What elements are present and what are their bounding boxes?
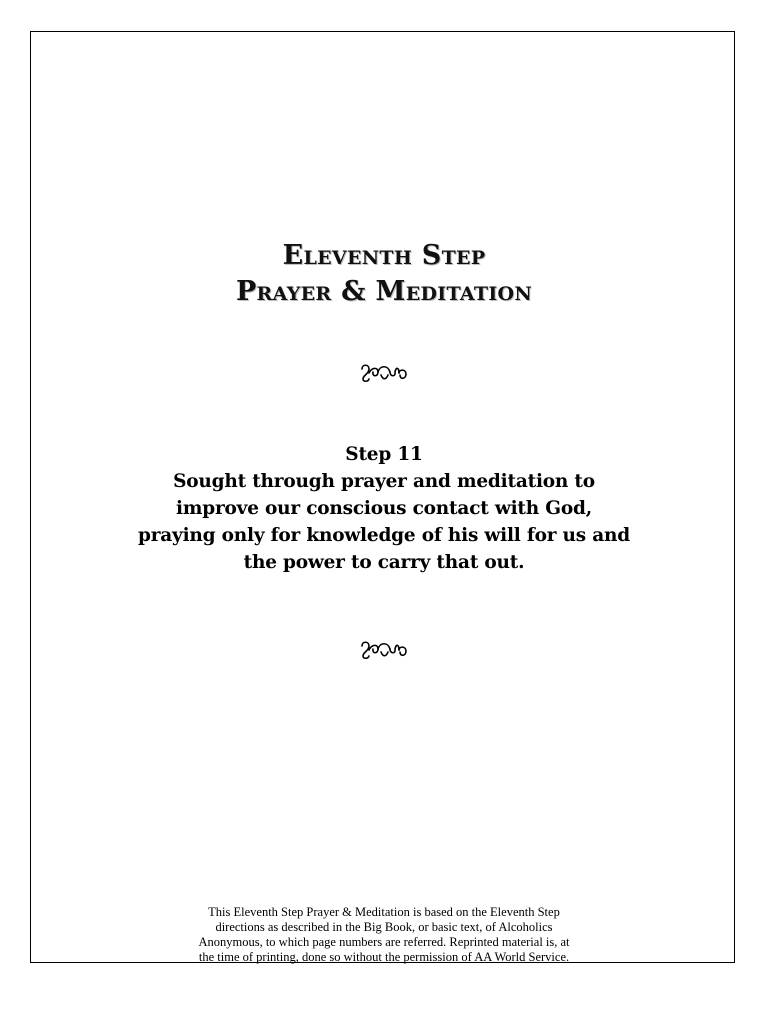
title-line-2: Prayer & Meditation: [235, 276, 533, 307]
footnote-line-4: the time of printing, done so without the permission of AA World Service.: [198, 950, 570, 964]
step-line-4: the power to carry that out.: [243, 552, 525, 573]
fleuron-ornament-top: [0, 361, 768, 387]
step-line-3: praying only for knowledge of his will for us and: [137, 525, 631, 546]
step-text: [0, 441, 768, 576]
title-line-1: Eleventh Step: [282, 240, 486, 271]
step-line-2: improve our conscious contact with God,: [176, 498, 592, 519]
page-title: [0, 238, 768, 310]
fleuron-ornament-bottom: [0, 638, 768, 664]
fleuron-icon: [359, 638, 409, 660]
step-heading: Step 11: [345, 444, 423, 465]
step-line-1: Sought through prayer and meditation to: [173, 471, 595, 492]
footnote-line-2: directions as described in the Big Book, or basic text, of Alcoholics: [215, 920, 553, 934]
fleuron-icon: [359, 361, 409, 383]
footnote-line-1: This Eleventh Step Prayer & Meditation is based on the Eleventh Step: [208, 905, 560, 919]
footnote-line-3: Anonymous, to which page numbers are referred. Reprinted material is, at: [198, 935, 570, 949]
footnote: [0, 905, 768, 965]
